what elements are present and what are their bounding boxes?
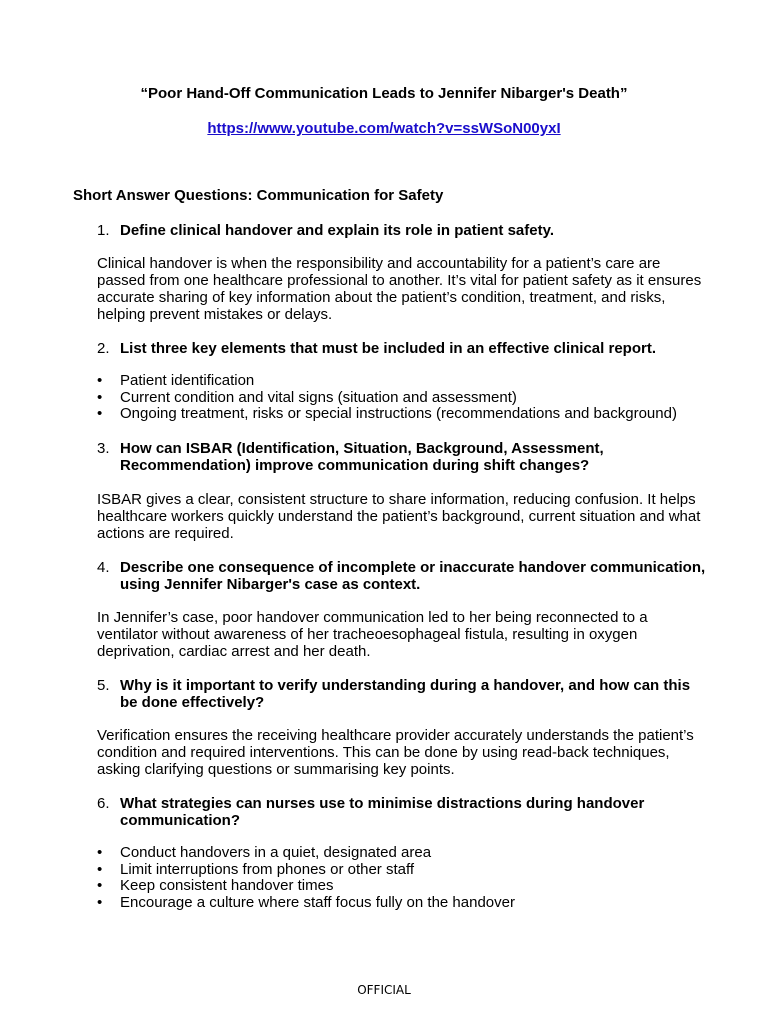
question-text: List three key elements that must be included in an effective clinical report.	[120, 340, 656, 357]
section-heading: Short Answer Questions: Communication for Safety	[73, 187, 444, 204]
question-number: 4.	[97, 559, 110, 576]
question-number: 2.	[97, 340, 110, 357]
bullet-icon: •	[97, 860, 103, 878]
question-5	[97, 677, 707, 711]
bullet-icon: •	[97, 388, 103, 406]
list-item: • Conduct handovers in a quiet, designated area	[97, 844, 432, 861]
bullet-icon: •	[97, 372, 103, 389]
list-item: • Ongoing treatment, risks or special instructions (recommendations and background)	[97, 405, 677, 422]
bullet-icon: •	[97, 405, 103, 422]
question-6	[97, 795, 707, 829]
answer-4: In Jennifer’s case, poor handover communication led to her being reconnected to a ventilator without awareness of her tracheoesophageal fistula, resulting in oxygen deprivation, cardiac arrest and her death.	[97, 609, 648, 660]
question-number: 1.	[97, 222, 110, 239]
answer-3: ISBAR gives a clear, consistent structure to share information, reducing confusion. It helps healthcare workers quickly understand the patient’s background, current situation and what actions are required.	[97, 491, 701, 542]
bullet-icon: •	[97, 893, 103, 911]
question-text: Why is it important to verify understanding during a handover, and how can this be done effectively?	[120, 677, 691, 711]
question-number: 3.	[97, 440, 110, 457]
question-number: 5.	[97, 677, 110, 694]
answer-1: Clinical handover is when the responsibility and accountability for a patient’s care are passed from one healthcare professional to another. It’s vital for patient safety as it ensures accurate sharing of key information about the patient’s condition, treatment, and risks, helping prevent mistakes or delays.	[97, 255, 702, 323]
bullet-icon: •	[97, 844, 103, 861]
answer-5: Verification ensures the receiving healthcare provider accurately understands the patient’s condition and required interventions. This can be done by using read-back techniques, asking clarifying questions or summarising key points.	[97, 727, 694, 778]
question-text: Describe one consequence of incomplete or inaccurate handover communication, using Jennifer Nibarger's case as context.	[120, 559, 706, 593]
question-1	[97, 222, 707, 239]
question-text: What strategies can nurses use to minimise distractions during handover communication?	[120, 795, 645, 829]
list-item: • Patient identification	[97, 372, 255, 389]
list-item: • Current condition and vital signs (situation and assessment)	[97, 388, 517, 406]
question-2	[97, 340, 707, 357]
answer-6-list	[97, 845, 717, 911]
video-link[interactable]: https://www.youtube.com/watch?v=ssWSoN00yxI	[207, 120, 561, 137]
question-3	[97, 440, 707, 474]
bullet-icon: •	[97, 877, 103, 894]
answer-2-list	[97, 373, 717, 423]
list-item: • Encourage a culture where staff focus fully on the handover	[97, 893, 515, 911]
question-number: 6.	[97, 795, 110, 812]
list-item: • Limit interruptions from phones or other staff	[97, 860, 415, 878]
question-4	[97, 559, 707, 593]
question-text: How can ISBAR (Identification, Situation, Background, Assessment, Recommendation) improve communication during shift changes?	[120, 440, 604, 474]
question-text: Define clinical handover and explain its role in patient safety.	[120, 222, 555, 239]
footer-classification: OFFICIAL	[357, 983, 411, 997]
document-title: “Poor Hand-Off Communication Leads to Jennifer Nibarger's Death”	[140, 85, 628, 102]
list-item: • Keep consistent handover times	[97, 877, 334, 894]
